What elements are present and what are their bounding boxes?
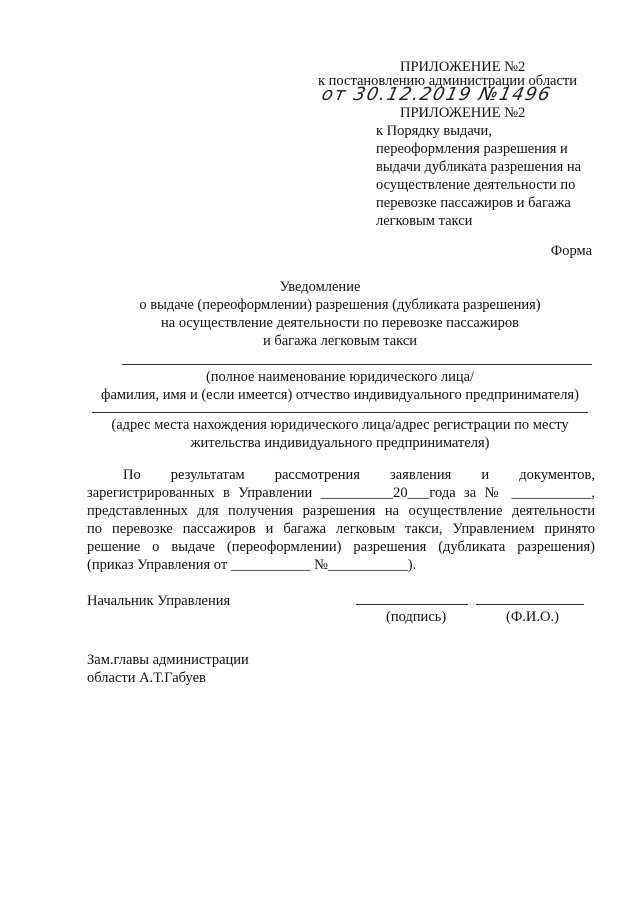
appendix2-line: переоформления разрешения и	[376, 141, 568, 157]
paragraph-line: По результатам рассмотрения заявления и документов,	[123, 467, 595, 483]
handwritten-date-number: от 30.12.2019 №1496	[319, 84, 554, 105]
appendix2-line: выдачи дубликата разрешения на	[376, 159, 582, 175]
appendix-title: ПРИЛОЖЕНИЕ №2	[400, 59, 526, 75]
caption-line: (полное наименование юридического лица/	[205, 369, 475, 385]
caption-line: жительства индивидуального предпринимателя)	[190, 435, 490, 451]
deputy-name: области А.Т.Габуев	[87, 670, 206, 686]
entity-name-caption	[0, 368, 640, 404]
caption-line: (адрес места нахождения юридического лица/адрес регистрации по месту	[111, 417, 569, 433]
notice-title: Уведомление	[279, 279, 361, 295]
entity-name-line	[122, 364, 592, 365]
body-paragraph	[87, 466, 595, 574]
paragraph-line: (приказ Управления от ___________ №___________).	[87, 557, 417, 573]
paragraph-line: решение о выдаче (переоформлении) разрешения (дубликата разрешения)	[87, 539, 595, 555]
paragraph-line: зарегистрированных в Управлении __________20___года за № ___________,	[87, 485, 595, 501]
deputy-title: Зам.главы администрации	[87, 652, 249, 668]
address-caption	[0, 416, 640, 452]
appendix2-line: легковым такси	[376, 213, 473, 229]
appendix2-line: к Порядку выдачи,	[376, 123, 492, 139]
form-label: Форма	[550, 243, 592, 259]
signature-line	[356, 604, 468, 605]
address-line	[92, 412, 588, 413]
notice-line: и багажа легковым такси	[262, 333, 418, 349]
appendix2-title: ПРИЛОЖЕНИЕ №2	[400, 105, 526, 121]
appendix2-line: перевозке пассажиров и багажа	[376, 195, 571, 211]
deputy-signature-block	[87, 651, 249, 687]
paragraph-line: представленных для получения разрешения на осуществление деятельности	[87, 503, 595, 519]
appendix2-line: осуществление деятельности по	[376, 177, 576, 193]
paragraph-line: по перевозке пассажиров и багажа легковым такси, Управлением принято	[87, 521, 595, 537]
fio-caption: (Ф.И.О.)	[506, 609, 559, 625]
signature-caption: (подпись)	[386, 609, 447, 625]
notice-subtitle	[0, 296, 640, 350]
notice-line: на осуществление деятельности по перевозке пассажиров	[161, 315, 519, 331]
appendix2-description	[376, 122, 606, 230]
caption-line: фамилия, имя и (если имеется) отчество индивидуального предпринимателя)	[101, 387, 579, 403]
appendix-subtitle: к постановлению администрации области	[318, 73, 578, 89]
notice-line: о выдаче (переоформлении) разрешения (дубликата разрешения)	[139, 297, 541, 313]
fio-line	[476, 604, 584, 605]
chief-role: Начальник Управления	[87, 593, 231, 609]
